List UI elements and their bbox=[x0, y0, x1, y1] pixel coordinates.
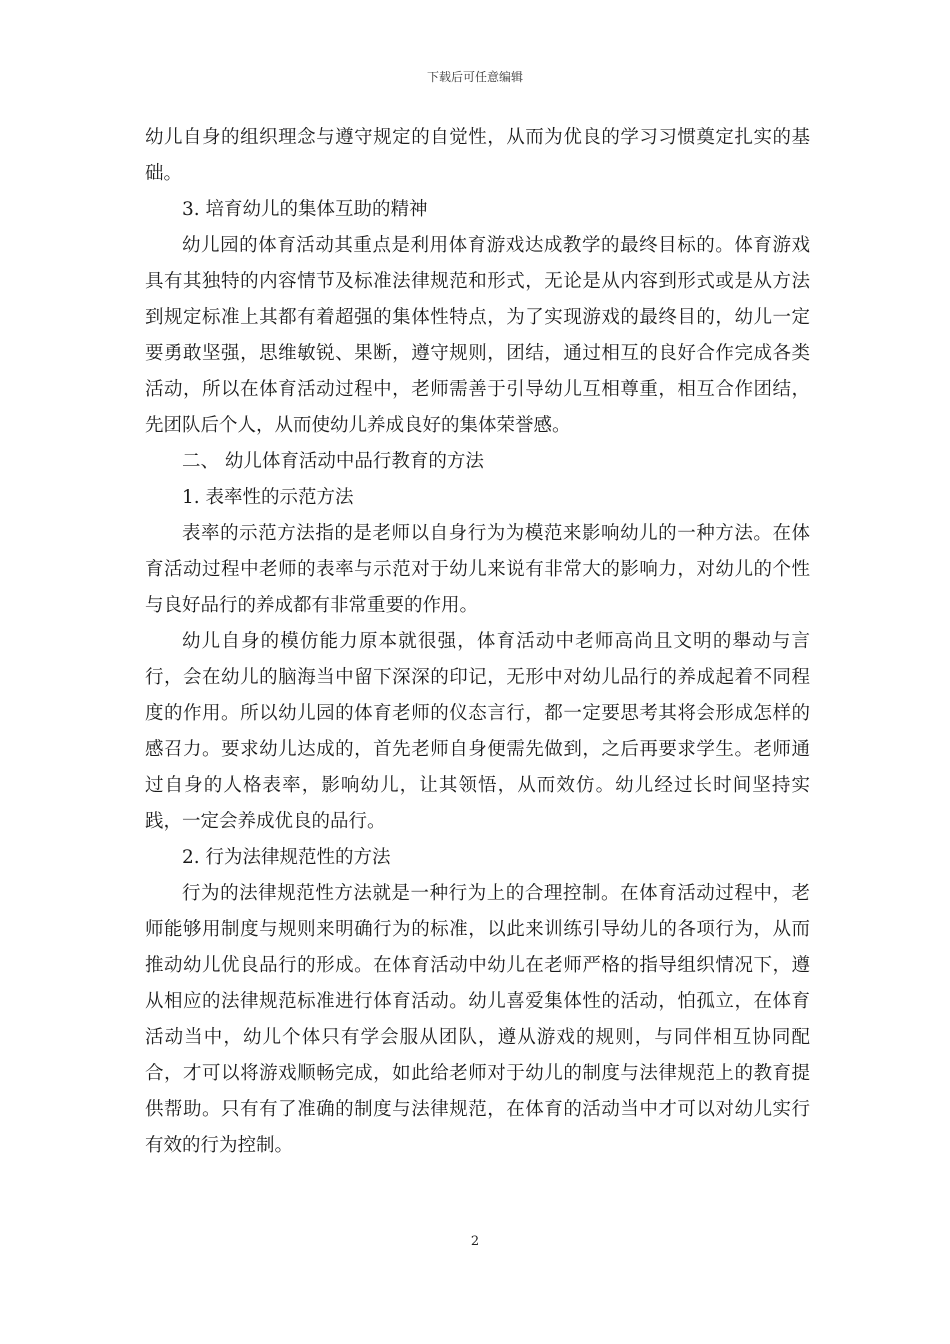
paragraph: 表率的示范方法指的是老师以自身行为为模范来影响幼儿的一种方法。在体育活动过程中老师的表率与示范对于幼儿来说有非常大的影响力，对幼儿的个性与良好品行的养成都有非常重要的作用。 bbox=[145, 523, 810, 616]
section-heading: 3. 培育幼儿的集体互助的精神 bbox=[182, 199, 428, 220]
section-heading: 1. 表率性的示范方法 bbox=[182, 487, 354, 508]
section-heading: 2. 行为法律规范性的方法 bbox=[182, 847, 391, 868]
paragraph: 行为的法律规范性方法就是一种行为上的合理控制。在体育活动过程中，老师能够用制度与规则来明确行为的标准，以此来训练引导幼儿的各项行为，从而推动幼儿优良品行的形成。在体育活动中幼儿在老师严格的指导组织情况下，遵从相应的法律规范标准进行体育活动。幼儿喜爱集体性的活动，怕孤立，在体育活动当中，幼儿个体只有学会服从团队，遵从游戏的规则，与同伴相互协同配合，才可以将游戏顺畅完成，如此给老师对于幼儿的制度与法律规范上的教育提供帮助。只有有了准确的制度与法律规范，在体育的活动当中才可以对幼儿实行有效的行为控制。 bbox=[145, 883, 810, 1156]
body-text bbox=[145, 120, 810, 1164]
section-heading: 二、 幼儿体育活动中品行教育的方法 bbox=[182, 451, 484, 472]
paragraph: 幼儿自身的模仿能力原本就很强，体育活动中老师高尚且文明的舉动与言行，会在幼儿的脑海当中留下深深的印记，无形中对幼儿品行的养成起着不同程度的作用。所以幼儿园的体育老师的仪态言行，都一定要思考其将会形成怎样的感召力。要求幼儿达成的，首先老师自身便需先做到，之后再要求学生。老师通过自身的人格表率，影响幼儿，让其领悟，从而效仿。幼儿经过长时间坚持实践，一定会养成优良的品行。 bbox=[145, 631, 810, 832]
page-header: 下载后可任意编辑 bbox=[426, 70, 523, 84]
page-number: 2 bbox=[470, 1234, 480, 1249]
paragraph: 幼儿园的体育活动其重点是利用体育游戏达成教学的最终目标的。体育游戏具有其独特的内容情节及标准法律规范和形式，无论是从内容到形式或是从方法到规定标准上其都有着超强的集体性特点，为了实现游戏的最终目的，幼儿一定要勇敢坚强，思维敏锐、果断，遵守规则，团结，通过相互的良好合作完成各类活动，所以在体育活动过程中，老师需善于引导幼儿互相尊重，相互合作团结，先团队后个人，从而使幼儿养成良好的集体荣誉感。 bbox=[145, 235, 810, 436]
paragraph: 幼儿自身的组织理念与遵守规定的自觉性，从而为优良的学习习惯奠定扎实的基础。 bbox=[145, 127, 810, 184]
